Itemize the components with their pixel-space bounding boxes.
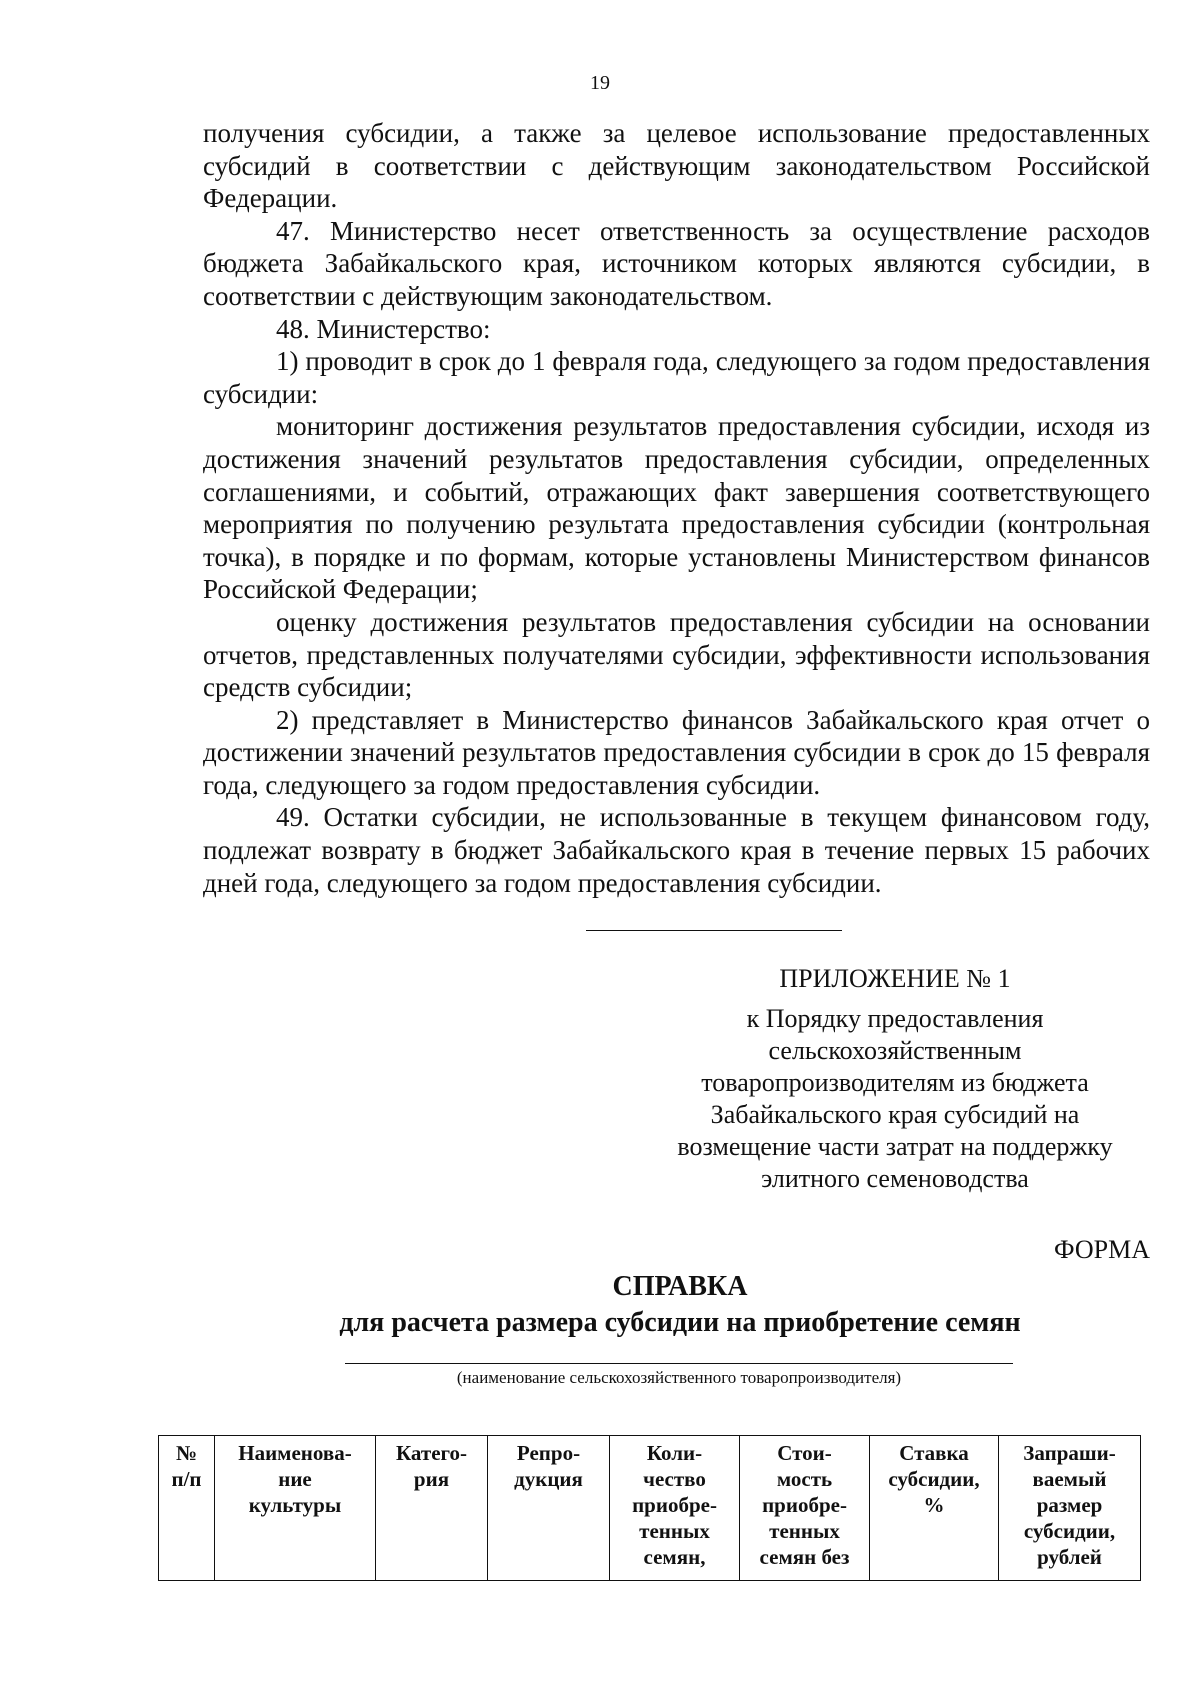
header-seed-cost: Стои- мость приобре- тенных семян без: [759, 1441, 850, 1569]
paragraph: 48. Министерство:: [276, 313, 491, 344]
header-category: Катего- рия: [395, 1441, 468, 1491]
page-number: 19: [590, 72, 610, 94]
producer-name-caption: (наименование сельскохозяйственного товаропроизводителя): [456, 1368, 902, 1387]
paragraph: оценку достижения результатов предоставления субсидии на основании отчетов, представленных получателями субсидии, эффективности использования средств субсидии;: [203, 606, 1150, 703]
table-header-cell: [215, 1436, 376, 1581]
paragraph: мониторинг достижения результатов предоставления субсидии, исходя из достижения значений результатов предоставления субсидии, определенных соглашениями, и событий, отражающих факт завершения соответствующего мероприятия по получению результата предоставления субсидии (контрольная точка), в порядке и по формам, которые установлены Министерством финансов Российской Федерации;: [203, 411, 1150, 605]
document-subtitle: для расчета размера субсидии на приобретение семян: [339, 1307, 1021, 1338]
paragraph: получения субсидии, а также за целевое использование предоставленных субсидий в соответствии с действующим законодательством Российской Федерации.: [203, 118, 1150, 214]
header-seed-quantity: Коли- чество приобре- тенных семян,: [632, 1441, 717, 1569]
table-header-cell: [870, 1436, 999, 1581]
producer-name-line: [345, 1363, 1013, 1364]
paragraph: 1) проводит в срок до 1 февраля года, следующего за годом предоставления субсидии:: [203, 346, 1150, 409]
subsidy-table: [158, 1435, 1141, 1581]
header-reproduction: Репро- дукция: [514, 1441, 583, 1491]
document-title: СПРАВКА: [612, 1271, 748, 1302]
header-crop-name: Наименова- ние культуры: [238, 1441, 352, 1517]
appendix-line: сельскохозяйственным: [768, 1036, 1022, 1065]
form-label: ФОРМА: [1054, 1235, 1150, 1264]
appendix-line: товаропроизводителям из бюджета: [701, 1068, 1089, 1097]
appendix-line: возмещение части затрат на поддержку: [677, 1132, 1113, 1161]
appendix-line: Забайкальского края субсидий на: [710, 1100, 1080, 1129]
body-text: [203, 117, 1150, 899]
table-header-row: [159, 1436, 1141, 1581]
appendix-line: элитного семеноводства: [761, 1164, 1029, 1193]
table-header-cell: [610, 1436, 740, 1581]
table-header-cell: [159, 1436, 215, 1581]
paragraph: 49. Остатки субсидии, не использованные в текущем финансовом году, подлежат возврату в бюджет Забайкальского края в течение первых 15 рабочих дней года, следующего за годом предоставления субсидии.: [203, 802, 1150, 898]
header-requested-amount: Запраши- ваемый размер субсидии, рублей: [1023, 1441, 1116, 1569]
section-divider: [586, 930, 842, 931]
header-subsidy-rate: Ставка субсидии, %: [888, 1441, 980, 1517]
appendix-line: к Порядку предоставления: [746, 1004, 1044, 1033]
document-title-block: [0, 1269, 1200, 1341]
paragraph: 2) представляет в Министерство финансов Забайкальского края отчет о достижении значений результатов предоставления субсидии в срок до 15 февраля года, следующего за годом предоставления субсидии.: [203, 704, 1150, 800]
paragraph: 47. Министерство несет ответственность за осуществление расходов бюджета Забайкальского края, источником которых являются субсидии, в соответствии с действующим законодательством.: [203, 215, 1150, 311]
appendix-title: ПРИЛОЖЕНИЕ № 1: [779, 964, 1011, 993]
header-number: № п/п: [171, 1441, 202, 1491]
table-header-cell: [740, 1436, 870, 1581]
table-header-cell: [999, 1436, 1141, 1581]
table-header-cell: [376, 1436, 488, 1581]
appendix-block: [640, 963, 1150, 1195]
table-header-cell: [488, 1436, 610, 1581]
